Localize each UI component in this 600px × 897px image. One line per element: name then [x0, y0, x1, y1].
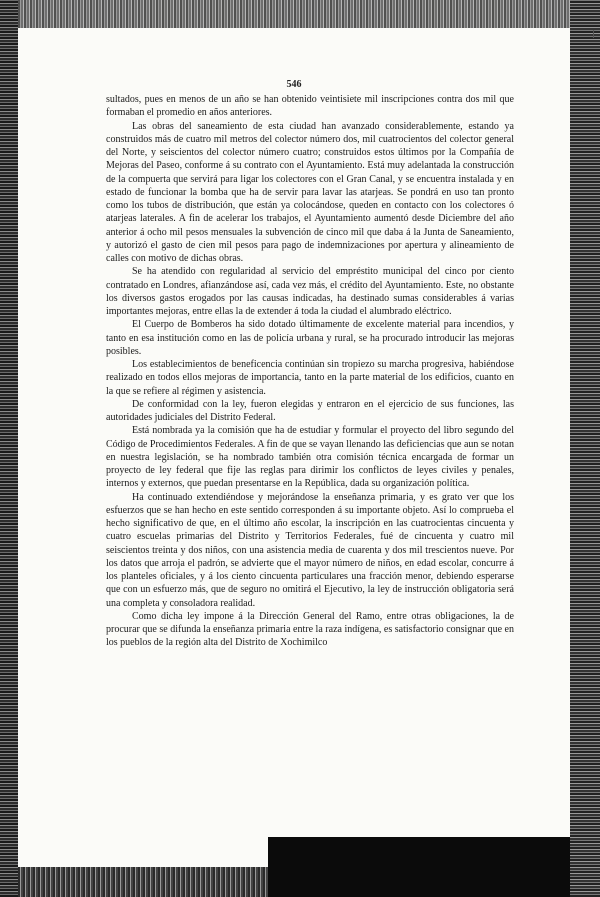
scan-right-edge: [570, 0, 600, 897]
scan-left-edge: [0, 0, 18, 897]
paragraph-2: Las obras del saneamiento de esta ciudad han avanzado considerablemente, estando ya construidos más de cuatro mil metros del colector número dos, mil cuatrocientos del colector general del Norte, y seiscientos del colector número cuatro; construidos estos últimos por la Compañía de Mejoras del Paseo, conforme á su contrato con el Ayuntamiento. Está muy adelantada la construcción de la compuerta que servirá para ligar los colectores con el Gran Canal, y se encuentra instalada y en estado de funcionar la bomba que ha de servir para lavar las atarjeas. Se pondrá en uso tan pronto como los tubos de distribución, que están ya colocándose, queden en contacto con los colectores ó atarjeas laterales. A fin de acelerar los trabajos, el Ayuntamiento aumentó desde Diciembre del año anterior á ocho mil pesos mensuales la subvención de cinco mil que daba á la Junta de Saneamiento, y autorizó el gasto de cien mil pesos para pago de indemnizaciones por apertura y alineamiento de calles con motivo de dichas obras.: [106, 120, 514, 264]
paragraph-1: sultados, pues en menos de un año se han obtenido veintisiete mil inscripciones contra dos mil que formaban el promedio en años anteriores.: [106, 94, 514, 119]
paragraph-4: El Cuerpo de Bomberos ha sido dotado últimamente de excelente material para incendios, y tanto en esa institución como en las de policía urbana y rural, se ha procurado introducir las mejoras posibles.: [106, 319, 514, 357]
scan-top-edge: [18, 0, 570, 28]
page-number: 546: [286, 79, 302, 90]
paragraph-6: De conformidad con la ley, fueron elegidas y entraron en el ejercicio de sus funciones, las autoridades judiciales del Distrito Federal.: [106, 398, 514, 423]
paragraph-9: Como dicha ley impone á la Dirección General del Ramo, entre otras obligaciones, la de procurar que se difunda la enseñanza primaria entre la raza indígena, es satisfactorio consignar que en los pueblos de la región alta del Distrito de Xochimilco: [106, 610, 514, 649]
document-page: [18, 0, 570, 897]
scan-bottom-edge: [18, 867, 268, 897]
paragraph-5: Los establecimientos de beneficencia continúan sin tropiezo su marcha progresiva, habiéndose realizado en todos ellos mejoras de importancia, tanto en la parte material de los edificios, cuanto en la que se refiere al régimen y asistencia.: [106, 359, 514, 397]
paragraph-8: Ha continuado extendiéndose y mejorándose la enseñanza primaria, y es grato ver que los esfuerzos que se han hecho en este sentido corresponden á su importante objeto. Así lo comprueba el hecho significativo de que, en el último año escolar, la inscripción en las cuatrocientas cincuenta y cuatro escuelas primarias del Distrito y Territorios Federales, fué de cincuenta y cuatro mil seiscientos treinta y dos niños, con una asistencia media de cuarenta y dos mil trescientos nueve. Por los datos que arroja el padrón, se advierte que el mayor número de niños, en edad escolar, concurre á los planteles oficiales, y á los ciento cincuenta particulares una fracción menor, debiendo esperarse que con un esfuerzo más, que de seguro no omitirá el Ejecutivo, la ley de instrucción obligatoria será una completa y consoladora realidad.: [106, 491, 514, 609]
scan-mark: [593, 30, 594, 38]
paragraph-7: Está nombrada ya la comisión que ha de estudiar y formular el proyecto del libro segundo del Código de Procedimientos Federales. A fin de que se vayan llenando las deficiencias que aun se notan en nuestra legislación, se ha nombrado también otra comisión técnica encargada de formar un proyecto de ley federal que fije las reglas para dirimir los conflictos de leyes civiles y penales, internos y externos, que puedan presentarse en la República, dada su organización política.: [106, 425, 514, 490]
scan-bottom-shadow: [268, 837, 570, 897]
paragraph-3: Se ha atendido con regularidad al servicio del empréstito municipal del cinco por ciento contratado en Londres, afianzándose así, cada vez más, el crédito del Ayuntamiento. Este, no obstante los diversos gastos erogados por las causas indicadas, ha destinado sumas considerables á varias importantes mejoras, entre ellas la de extender á toda la ciudad el alumbrado eléctrico.: [106, 266, 514, 317]
body-text: [106, 93, 514, 650]
